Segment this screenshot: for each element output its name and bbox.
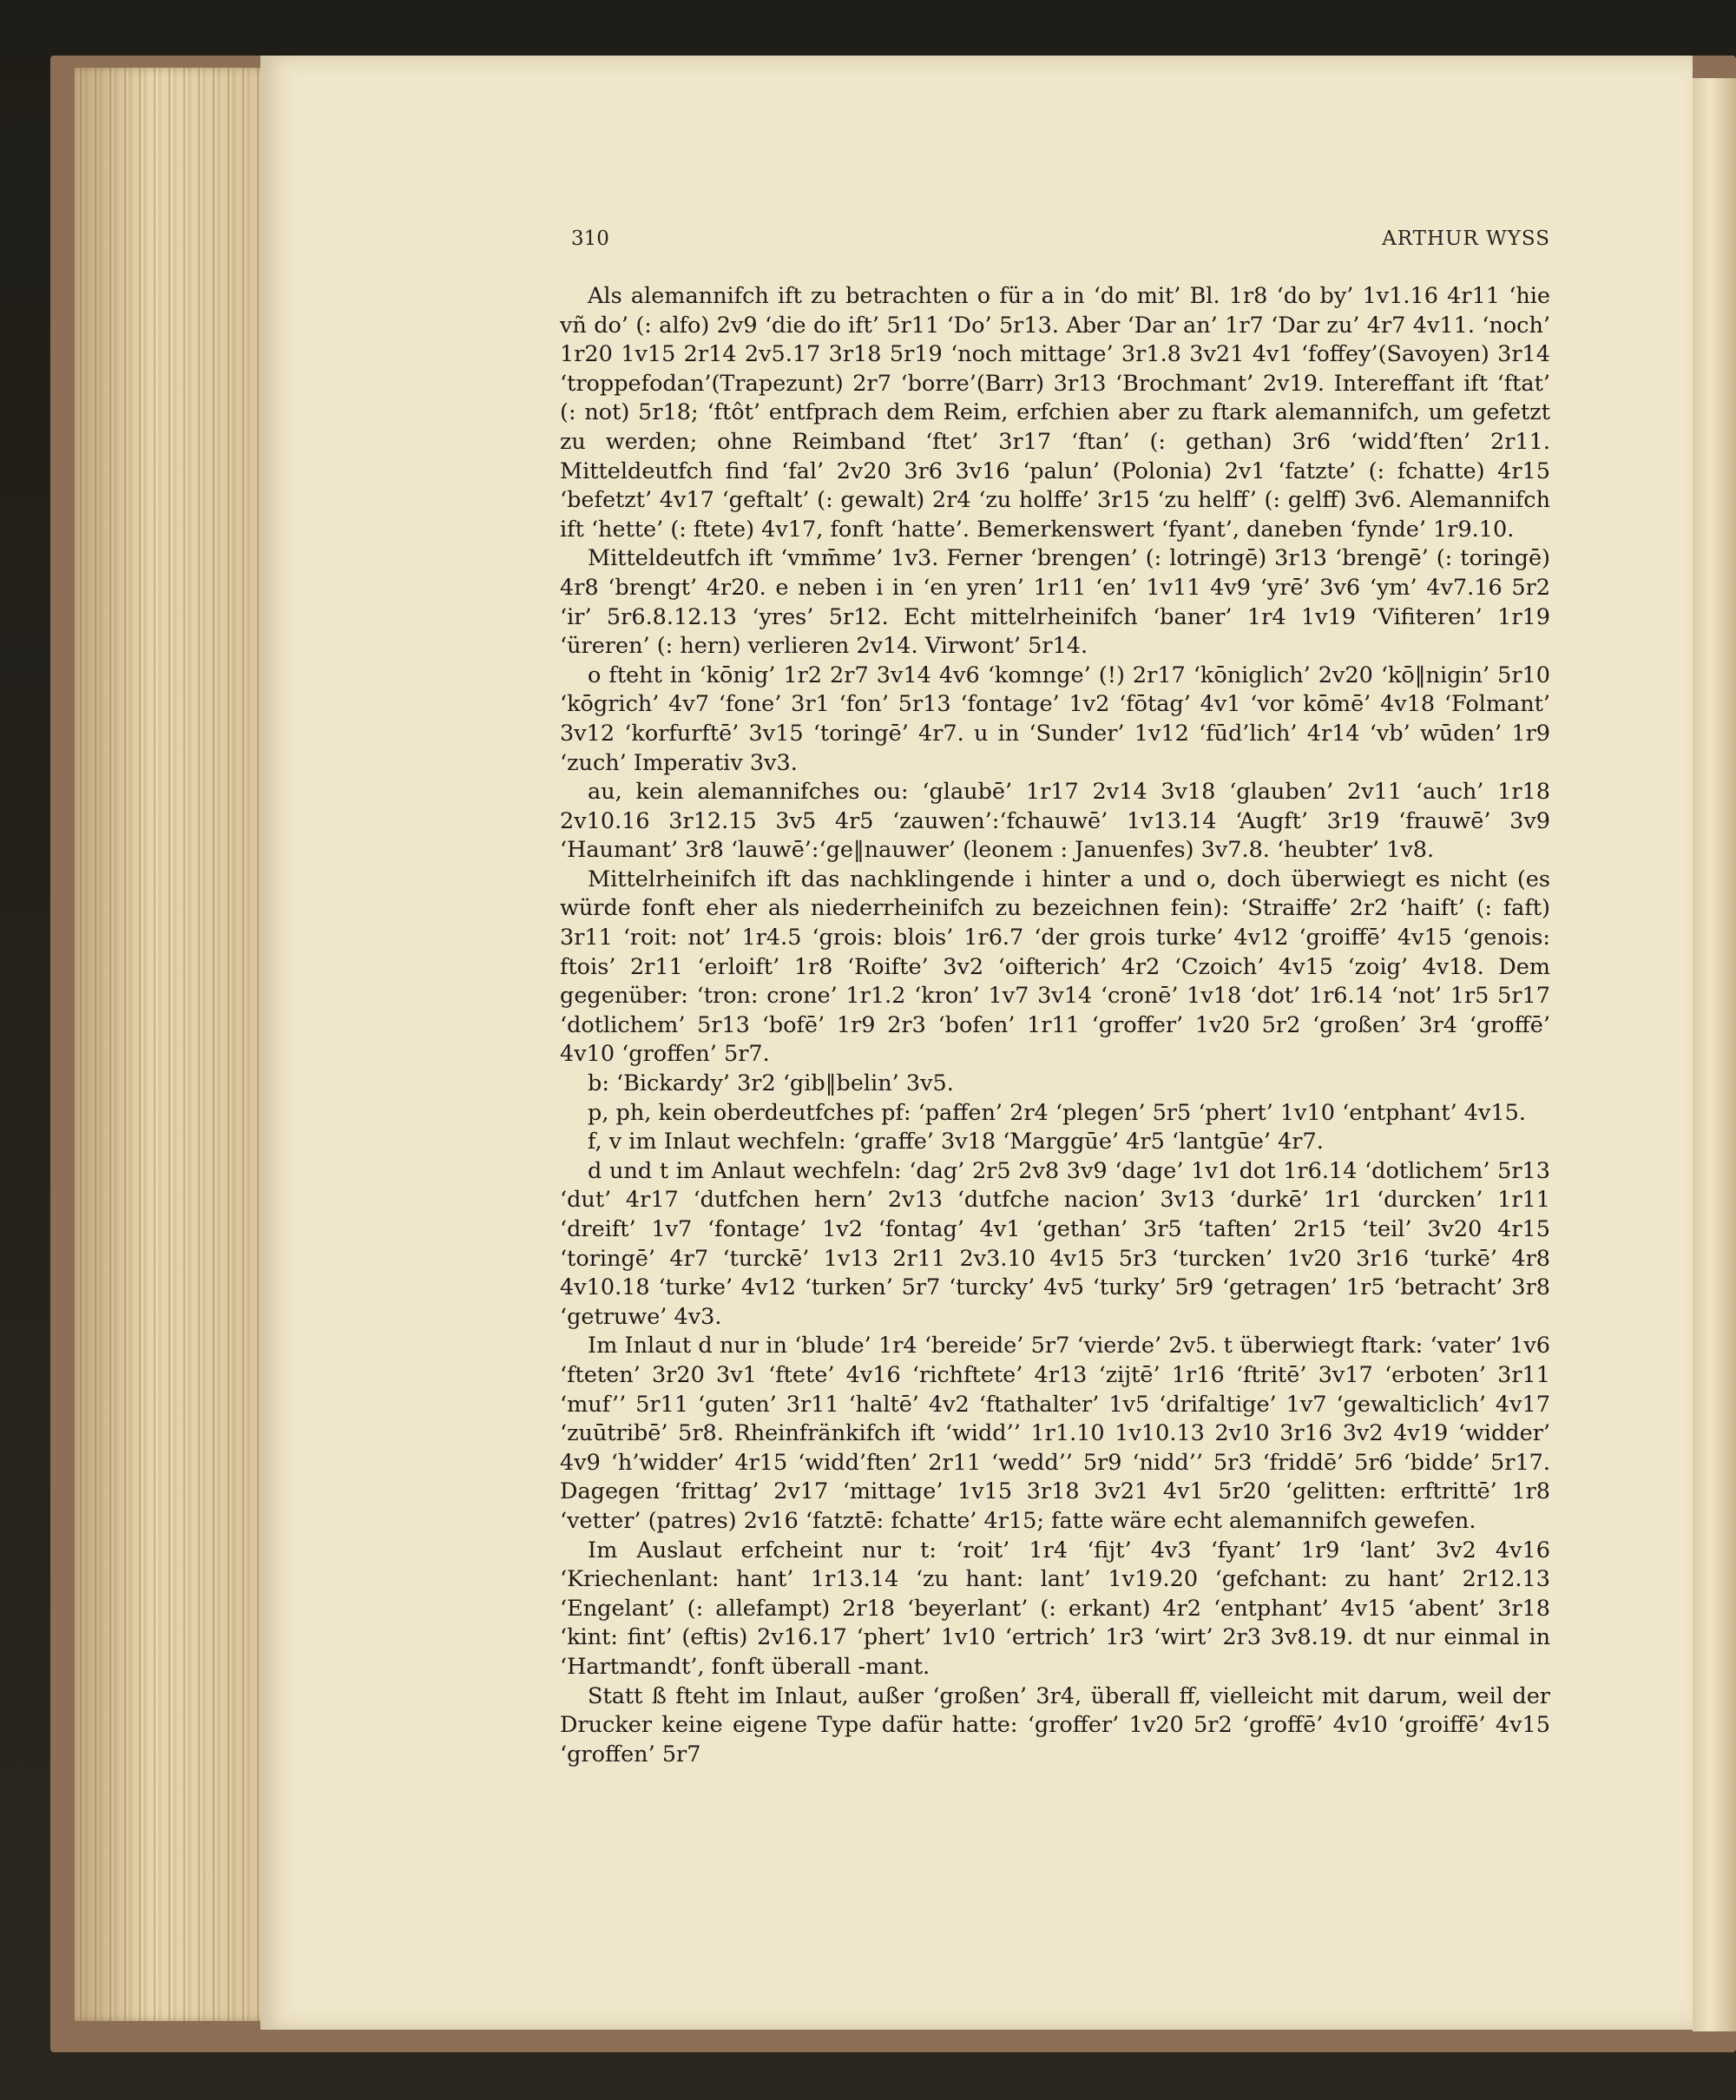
page-header (571, 227, 1550, 262)
body-text (560, 282, 1550, 1769)
right-page-edge (1693, 78, 1736, 2031)
paragraph: p, ph, kein oberdeutfches pf: ‘paffen’ 2r4 ‘plegen’ 5r5 ‘phert’ 1v10 ‘entphant’ 4v15. (588, 1099, 1526, 1126)
paragraph: d und t im Anlaut wechfeln: ‘dag’ 2r5 2v8 3v9 ‘dage’ 1v1 dot 1r6.14 ‘dotlichem’ 5r13 ‘dut’ 4r17 ‘dutfchen hern’ 2v13 ‘dutfche nacion’ 3v13 ‘durkē’ 1r1 ‘durcken’ 1r11 ‘dreift’ 1v7 ‘fontage’ 1v2 ‘fontag’ 4v1 ‘gethan’ 3r5 ‘taften’ 2r15 ‘teil’ 3v20 4r15 ‘toringē’ 4r7 ‘turckē’ 1v13 2r11 2v3.10 4v15 5r3 ‘turcken’ 1v20 3r16 ‘turkē’ 4r8 4v10.18 ‘turke’ 4v12 ‘turken’ 5r7 ‘turcky’ 4v5 ‘turky’ 5r9 ‘getragen’ 1r5 ‘betracht’ 3r8 ‘getruwe’ 4v3. (560, 1157, 1550, 1330)
paragraph: Mittelrheinifch ift das nachklingende i hinter a und o, doch überwiegt es nicht (es würde fonft eher als niederrheinifch zu bezeichnen fein): ‘Straiffe’ 2r2 ‘haift’ (: faft) 3r11 ‘roit: not’ 1r4.5 ‘grois: blois’ 1r6.7 ‘der grois turke’ 4v12 ‘groiffē’ 4v15 ‘genois: ftois’ 2r11 ‘erloift’ 1r8 ‘Roifte’ 3v2 ‘oifterich’ 4r2 ‘Czoich’ 4v15 ‘zoig’ 4v18. Dem gegenüber: ‘tron: crone’ 1r1.2 ‘kron’ 1v7 3v14 ‘cronē’ 1v18 ‘dot’ 1r6.14 ‘not’ 1r5 5r17 ‘dotlichem’ 5r13 ‘bofē’ 1r9 2r3 ‘bofen’ 1r11 ‘groffer’ 1v20 5r2 ‘großen’ 3r4 ‘groffē’ 4v10 ‘groffen’ 5r7. (560, 866, 1550, 1068)
paragraph: o fteht in ‘kōnig’ 1r2 2r7 3v14 4v6 ‘komnge’ (!) 2r17 ‘kōniglich’ 2v20 ‘kō‖nigin’ 5r10 ‘kōgrich’ 4v7 ‘fone’ 3r1 ‘fon’ 5r13 ‘fontage’ 1v2 ‘fōtag’ 4v1 ‘vor kōmē’ 4v18 ‘Folmant’ 3v12 ‘korfurftē’ 3v15 ‘toringē’ 4r7. u in ‘Sunder’ 1v12 ‘fūd’lich’ 4r14 ‘vb’ wūden’ 1r9 ‘zuch’ Imperativ 3v3. (560, 662, 1550, 776)
page-edges (75, 68, 274, 2021)
paragraph: Als alemannifch ift zu betrachten o für a in ‘do mit’ Bl. 1r8 ‘do by’ 1v1.16 4r11 ‘hie vñ do’ (: alfo) 2v9 ‘die do ift’ 5r11 ‘Do’ 5r13. Aber ‘Dar an’ 1r7 ‘Dar zu’ 4r7 4v11. ‘noch’ 1r20 1v15 2r14 2v5.17 3r18 5r19 ‘noch mittage’ 3r1.8 3v21 4v1 ‘foffey’(Savoyen) 3r14 ‘troppefodan’(Trapezunt) 2r7 ‘borre’(Barr) 3r13 ‘Brochmant’ 2v19. Intereffant ift ‘ftat’ (: not) 5r18; ‘ftôt’ entfprach dem Reim, erfchien aber zu ftark alemannifch, um gefetzt zu werden; ohne Reimband ‘ftet’ 3r17 ‘ftan’ (: gethan) 3r6 ‘widd’ften’ 2r11. Mitteldeutfch find ‘fal’ 2v20 3r6 3v16 ‘palun’ (Polonia) 2v1 ‘fatzte’ (: fchatte) 4r15 ‘befetzt’ 4v17 ‘geftalt’ (: gewalt) 2r4 ‘zu holffe’ 3r15 ‘zu helff’ (: gelff) 3v6. Alemannifch ift ‘hette’ (: ftete) 4v17, fonft ‘hatte’. Bemerkenswert ‘fyant’, daneben ‘fynde’ 1r9.10. (560, 283, 1550, 543)
running-title: ARTHUR WYSS (1382, 227, 1550, 250)
paragraph: b: ‘Bickardy’ 3r2 ‘gib‖belin’ 3v5. (588, 1070, 954, 1097)
paragraph: Im Auslaut erfcheint nur t: ‘roit’ 1r4 ‘fijt’ 4v3 ‘fyant’ 1r9 ‘lant’ 3v2 4v16 ‘Kriechenlant: hant’ 1r13.14 ‘zu hant: lant’ 1v19.20 ‘gefchant: zu hant’ 2r12.13 ‘Engelant’ (: allefampt) 2r18 ‘beyerlant’ (: erkant) 4r2 ‘entphant’ 4v15 ‘abent’ 3r18 ‘kint: fint’ (eftis) 2v16.17 ‘phert’ 1v10 ‘ertrich’ 1r3 ‘wirt’ 2r3 3v8.19. dt nur einmal in ‘Hartmandt’, fonft überall -mant. (560, 1537, 1550, 1680)
paragraph: Mitteldeutfch ift ‘vmm̄me’ 1v3. Ferner ‘brengen’ (: lotringē) 3r13 ‘brengē’ (: toringē) 4r8 ‘brengt’ 4r20. e neben i in ‘en yren’ 1r11 ‘en’ 1v11 4v9 ‘yrē’ 3v6 ‘ym’ 4v7.16 5r2 ‘ir’ 5r6.8.12.13 ‘yres’ 5r12. Echt mittelrheinifch ‘baner’ 1r4 1v19 ‘Vifiteren’ 1r19 ‘üreren’ (: hern) verlieren 2v14. Virwont’ 5r14. (560, 545, 1550, 660)
page-number: 310 (571, 227, 609, 250)
paragraph: Statt ß fteht im Inlaut, außer ‘großen’ 3r4, überall ff, vielleicht mit darum, weil der Drucker keine eigene Type dafür hatte: ‘groffer’ 1v20 5r2 ‘groffē’ 4v10 ‘groiffē’ 4v15 ‘groffen’ 5r7 (560, 1682, 1550, 1768)
paragraph: f, v im Inlaut wechfeln: ‘graffe’ 3v18 ‘Marggūe’ 4r5 ‘lantgūe’ 4r7. (588, 1129, 1324, 1155)
paragraph: au, kein alemannifches ou: ‘glaubē’ 1r17 2v14 3v18 ‘glauben’ 2v11 ‘auch’ 1r18 2v10.16 3r12.15 3v5 4r5 ‘zauwen’:‘fchauwē’ 1v13.14 ‘Augft’ 3r19 ‘frauwē’ 3v9 ‘Haumant’ 3r8 ‘lauwē’:‘ge‖nauwer’ (leonem : Januenfes) 3v7.8. ‘heubter’ 1v8. (560, 779, 1550, 864)
paragraph: Im Inlaut d nur in ‘blude’ 1r4 ‘bereide’ 5r7 ‘vierde’ 2v5. t überwiegt ftark: ‘vater’ 1v6 ‘fteten’ 3r20 3v1 ‘ftete’ 4v16 ‘richftete’ 4r13 ‘zijtē’ 1r16 ‘ftritē’ 3v17 ‘erboten’ 3r11 ‘muf’’ 5r11 ‘guten’ 3r11 ‘haltē’ 4v2 ‘ftathalter’ 1v5 ‘drifaltige’ 1v7 ‘gewalticlich’ 4v17 ‘zuūtribē’ 5r8. Rheinfränkifch ift ‘widd’’ 1r1.10 1v10.13 2v10 3r16 3v2 4v19 ‘widder’ 4v9 ‘h’widder’ 4r15 ‘widd’ften’ 2r11 ‘wedd’’ 5r9 ‘nidd’’ 5r3 ‘friddē’ 5r6 ‘bidde’ 5r17. Dagegen ‘frittag’ 2v17 ‘mittage’ 1v15 3r18 3v21 4v1 5r20 ‘gelitten: erftrittē’ 1r8 ‘vetter’ (patres) 2v16 ‘fatztē: fchatte’ 4r15; fatte wäre echt alemannifch gewefen. (560, 1333, 1550, 1534)
